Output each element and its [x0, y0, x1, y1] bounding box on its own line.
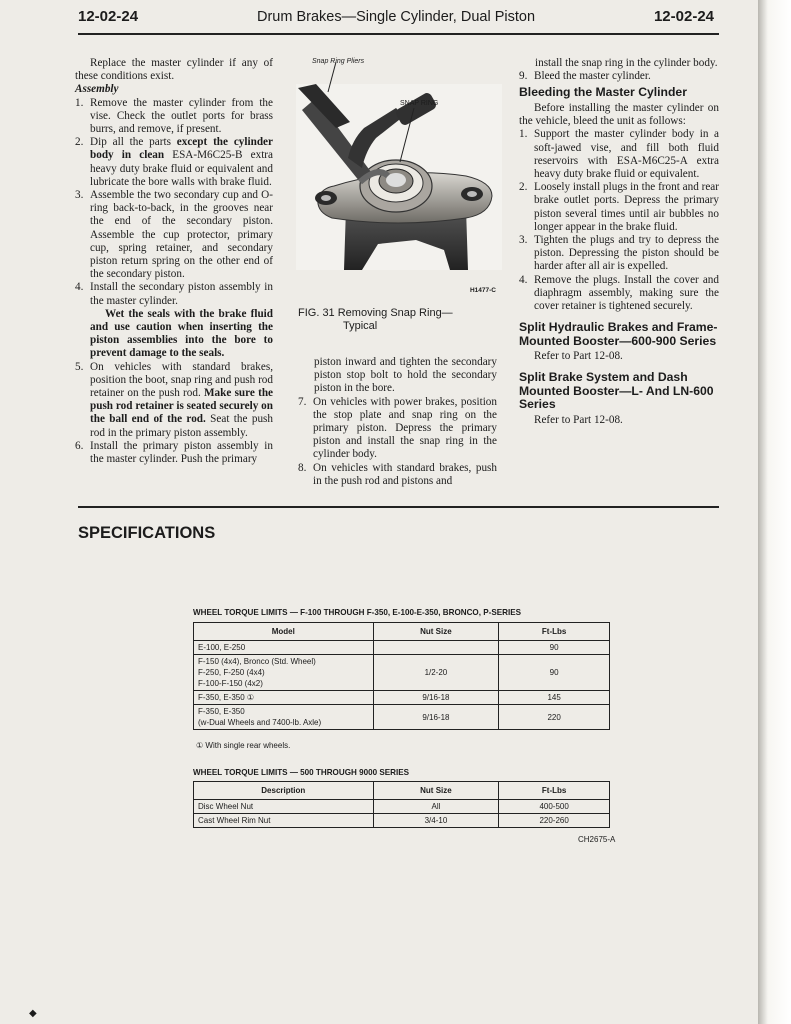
- caution-note: Wet the seals with the brake fluid and use caution when inserting the piston assemblies into the bore to prevent damage to the seals.: [90, 307, 273, 360]
- page-number-right: 12-02-24: [653, 8, 714, 25]
- table-row: Disc Wheel Nut All 400-500: [194, 800, 610, 814]
- table1-title: WHEEL TORQUE LIMITS — F-100 THROUGH F-350, E-100-E-350, BRONCO, P-SERIES: [193, 608, 522, 617]
- list-item: 1. Support the master cylinder body in a soft-jawed vise, and fill both fluid reservoirs with ESA-M6C25-A extra heavy duty brake fluid or equivalent.: [519, 128, 719, 180]
- column-header: Ft-Lbs: [499, 782, 610, 800]
- column-header: Ft-Lbs: [499, 623, 610, 641]
- bleeding-intro: Before installing the master cylinder on the vehicle, bleed the unit as follows:: [519, 101, 719, 128]
- split-hydraulic-heading: Split Hydraulic Brakes and Frame-Mounted Booster—600-900 Series: [519, 320, 718, 348]
- list-item: 2. Loosely install plugs in the front and rear brake outlet ports. Depress the primary piston several times until air bubbles no longer appear in the brake fluid.: [519, 181, 719, 233]
- list-item: 7. On vehicles with power brakes, position the stop plate and snap ring on the primary piston. Depress the primary piston and install the snap ring in the cylinder body.: [298, 395, 497, 461]
- figure-caption: [298, 307, 503, 333]
- snap-ring-illustration: [296, 58, 502, 298]
- list-item: 2. Dip all the parts except the cylinder body in clean ESA-M6C25-B extra heavy duty brake fluid or equivalent and lubricate the bore walls with brake fluid.: [75, 136, 273, 188]
- table2-title: WHEEL TORQUE LIMITS — 500 THROUGH 9000 SERIES: [193, 768, 410, 777]
- continued-text: piston inward and tighten the secondary piston stop bolt to hold the secondary piston in the bore.: [314, 356, 497, 395]
- figure-code: H1477-C: [469, 287, 496, 294]
- column-1: [75, 57, 273, 466]
- wheel-torque-table-1: [193, 622, 610, 730]
- list-item: 4. Install the secondary piston assembly in the master cylinder. Wet the seals with the brake fluid and use caution when inserting the piston assemblies into the bore to prevent damage to the seals.: [75, 281, 273, 360]
- bleeding-steps: [519, 128, 719, 313]
- intro-text: Replace the master cylinder if any of these conditions exist.: [75, 57, 273, 83]
- table-header-row: [194, 623, 610, 641]
- column-2: [298, 356, 497, 488]
- assembly-heading: Assembly: [75, 83, 119, 96]
- page-header: [78, 8, 714, 30]
- list-item: 1. Remove the master cylinder from the vise. Check the outlet ports for brass burrs, and remove, if present.: [75, 96, 273, 136]
- label-snap-ring-pliers: Snap Ring Pliers: [312, 58, 365, 65]
- bleeding-heading: Bleeding the Master Cylinder: [519, 85, 687, 100]
- specifications-title: SPECIFICATIONS: [78, 524, 216, 542]
- split-brake-ref: Refer to Part 12-08.: [534, 413, 623, 426]
- list-item: 8. On vehicles with standard brakes, push in the push rod and pistons and: [298, 461, 497, 487]
- column-header: Nut Size: [373, 782, 499, 800]
- table-row: E-100, E-250 90: [194, 641, 610, 655]
- wheel-torque-table-2: [193, 781, 610, 828]
- figure-snap-ring: [296, 58, 502, 298]
- caption-line-2: Typical: [343, 320, 378, 332]
- column-header: Description: [194, 782, 374, 800]
- split-brake-heading: Split Brake System and Dash Mounted Booster—L- And LN-600 Series: [519, 370, 714, 412]
- page-title: Drum Brakes—Single Cylinder, Dual Piston: [256, 9, 536, 25]
- table-code: CH2675-A: [578, 835, 616, 844]
- list-item: 3. Assemble the two secondary cup and O-ring back-to-back, in the grooves near the end of the secondary piston. Assemble the cup protector, primary cup, spring retainer, and secondary piston return spring on the other end of the secondary piston.: [75, 189, 273, 281]
- assembly-steps-continued: [298, 396, 497, 488]
- table-row: F-150 (4x4), Bronco (Std. Wheel) F-250, F-250 (4x4) F-100-F-150 (4x2) 1/2-20 90: [194, 655, 610, 691]
- page-number-left: 12-02-24: [78, 8, 139, 25]
- table-row: F-350, E-350 (w-Dual Wheels and 7400-lb. Axle) 9/16-18 220: [194, 705, 610, 730]
- split-hydraulic-ref: Refer to Part 12-08.: [534, 350, 623, 363]
- list-item: 3. Tighten the plugs and try to depress the piston. Depressing the piston should be harder after all air is expelled.: [519, 233, 719, 273]
- table-header-row: [194, 782, 610, 800]
- caption-line-1: FIG. 31 Removing Snap Ring—: [298, 307, 453, 319]
- page-edge: [758, 0, 791, 1024]
- bullet-mark: ◆: [29, 1008, 37, 1019]
- table-footnote: ① With single rear wheels.: [196, 741, 291, 750]
- table-row: Cast Wheel Rim Nut 3/4-10 220-260: [194, 814, 610, 828]
- header-rule: [78, 33, 719, 35]
- column-3: [519, 57, 719, 427]
- label-snap-ring: SNAP RING: [400, 100, 439, 107]
- list-item: 9. Bleed the master cylinder.: [519, 70, 651, 83]
- assembly-steps: [75, 97, 273, 467]
- continued-text: install the snap ring in the cylinder body.: [535, 57, 718, 69]
- table-row: F-350, E-350 ① 9/16-18 145: [194, 691, 610, 705]
- list-item: 4. Remove the plugs. Install the cover and diaphragm assembly, making sure the cover retainer is tightened securely.: [519, 273, 719, 312]
- column-header: Nut Size: [373, 623, 499, 641]
- list-item: 5. On vehicles with standard brakes, position the boot, snap ring and push rod retainer on the push rod. Make sure the push rod retainer is seated securely on the ball end of the rod. Seat the push rod in the primary piston assembly.: [75, 360, 274, 439]
- section-rule: [78, 506, 719, 508]
- column-header: Model: [194, 623, 374, 641]
- list-item: 6. Install the primary piston assembly in the master cylinder. Push the primary: [75, 439, 273, 466]
